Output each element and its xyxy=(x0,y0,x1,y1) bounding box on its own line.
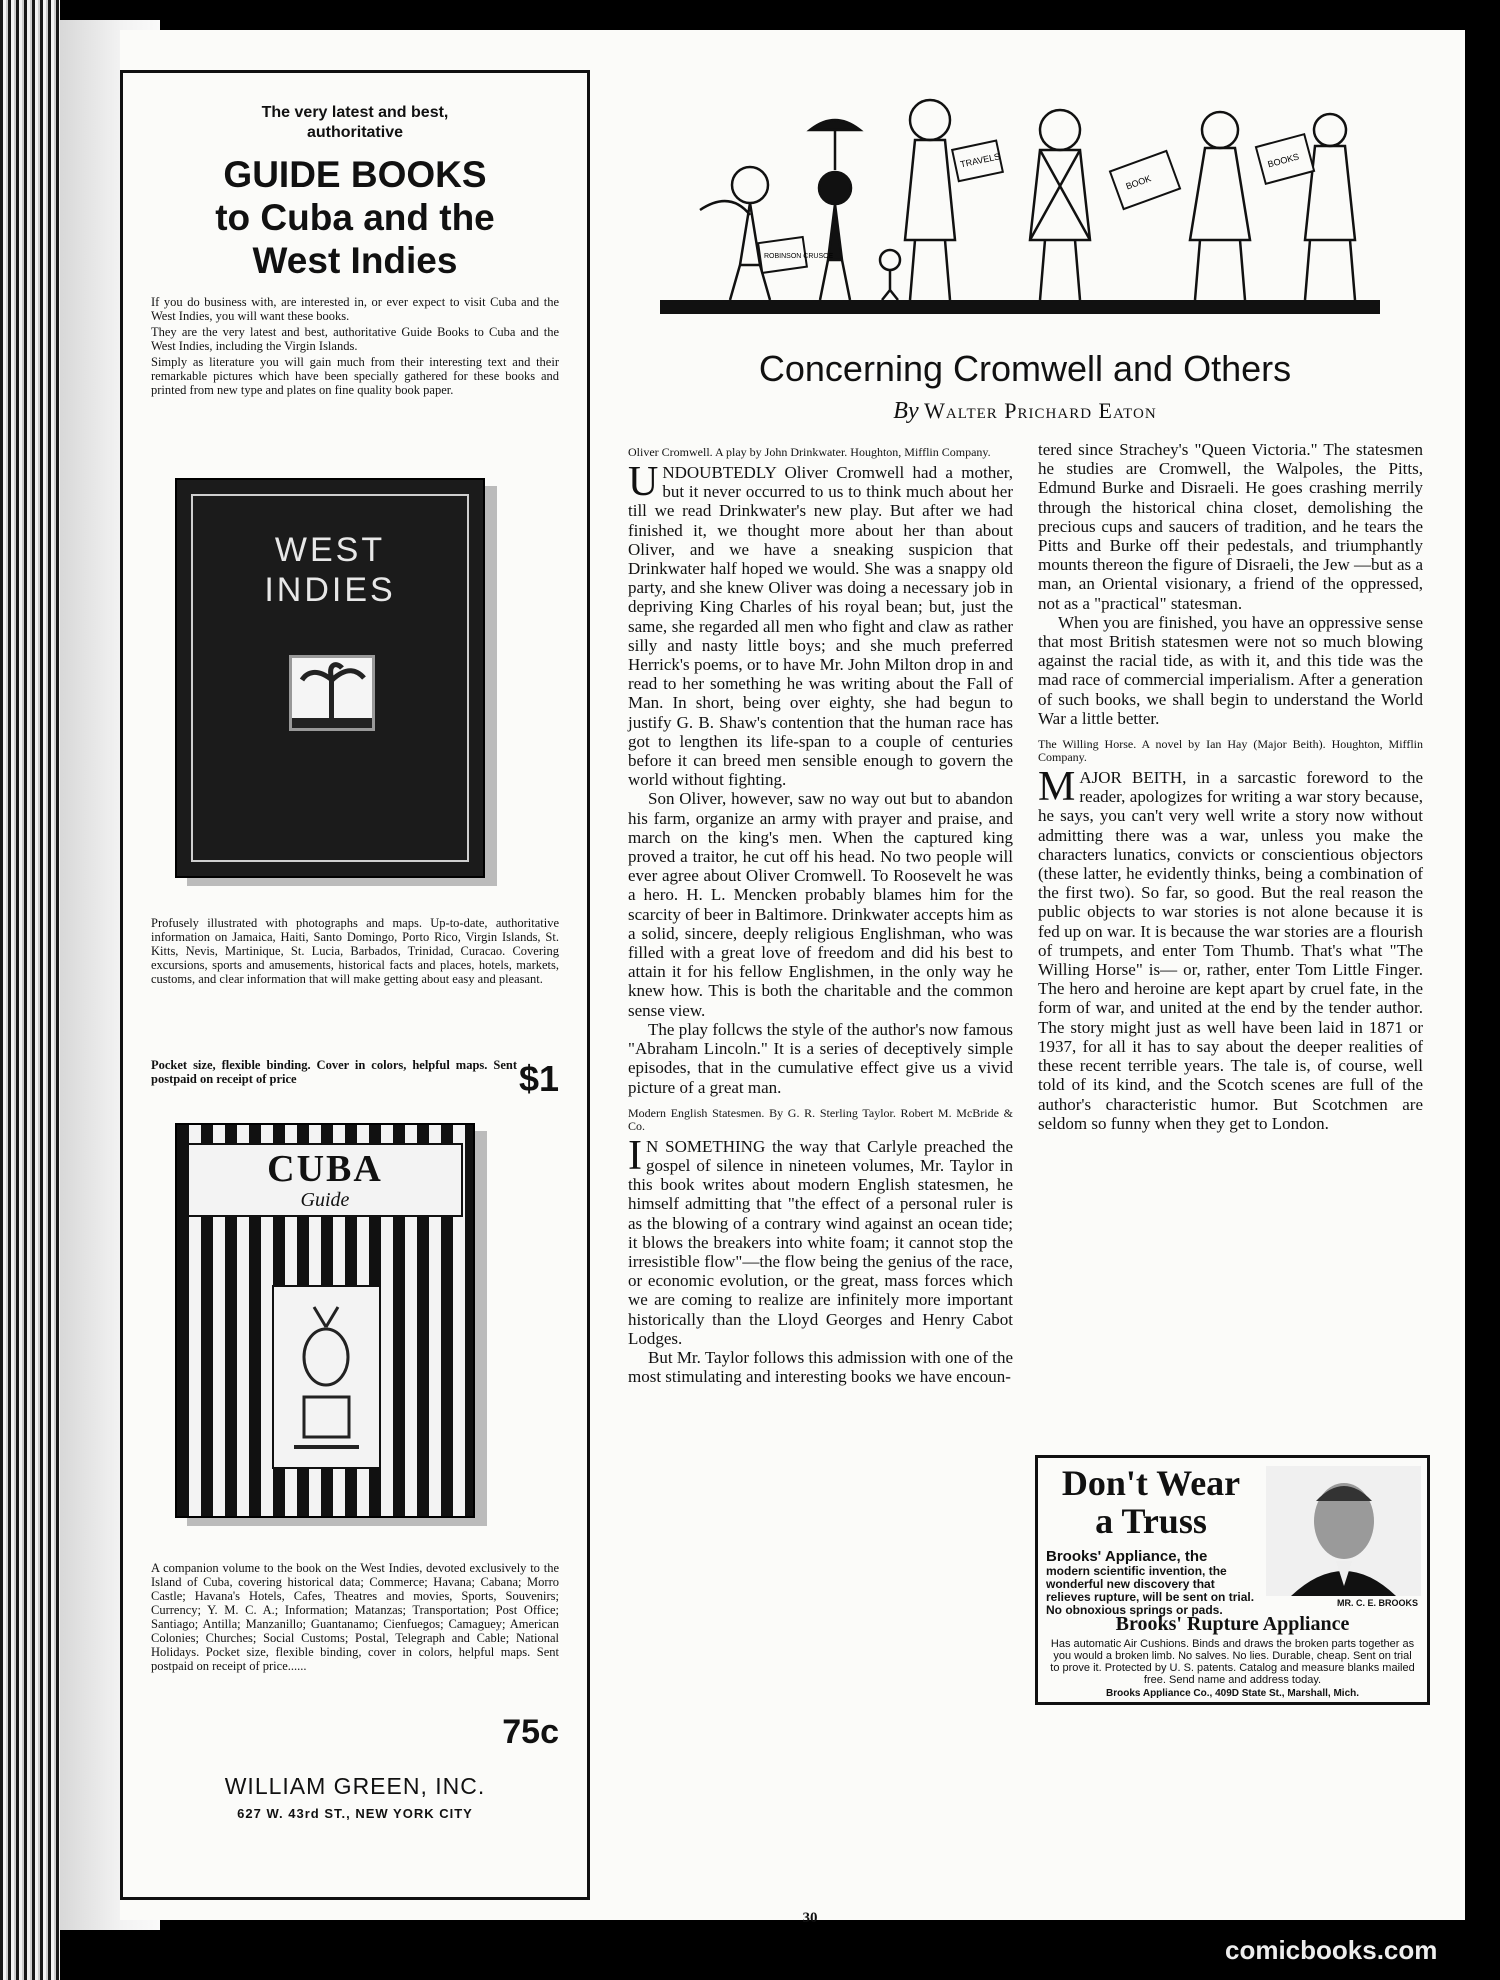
cuba-cover-emblem-icon xyxy=(272,1285,381,1469)
ad-headline-3: West Indies xyxy=(252,240,458,281)
truss-product-name: Brooks' Rupture Appliance xyxy=(1115,1613,1350,1635)
palm-tree-icon xyxy=(289,655,375,731)
truss-body: Has automatic Air Cushions. Binds and draws the broken parts together as you would a broken limb. No salves. No lies. Durable, cheap. Sent on trial to prove it. Protected by U. S. patents. Catalog and measure blanks mailed free. Send name and address today. xyxy=(1050,1638,1415,1686)
mr-brooks-portrait xyxy=(1266,1466,1421,1596)
west-indies-cover-title-2: INDIES xyxy=(264,571,396,609)
review-source-3: The Willing Horse. A novel by Ian Hay (Major Beith). Houghton, Mifflin Company. xyxy=(1038,737,1423,765)
truss-footer: Brooks Appliance Co., 409D State St., Marshall, Mich. xyxy=(1105,1688,1360,1699)
truss-advertisement xyxy=(1035,1455,1430,1705)
header-cartoon-illustration xyxy=(660,90,1390,315)
review-2-paragraph-4: When you are finished, you have an oppressive sense that most British statesmen were not so much blowing against the racial tide, as with it, and this tide was the mad race of commercial imperialism. After a generation of such books, we shall begin to understand the World War a little better. xyxy=(1038,612,1423,728)
cartoon-book-label-2: TRAVELS xyxy=(959,151,1001,170)
ad-intro-2: They are the very latest and best, authoritative Guide Books to Cuba and the West Indies, including the Virgin Islands. xyxy=(151,325,559,353)
cartoon-book-label-1: ROBINSON CRUSOE xyxy=(764,253,834,260)
watermark: comicbooks.com xyxy=(1225,1935,1438,1965)
article-byline xyxy=(660,398,1390,424)
byline-by: By xyxy=(893,398,919,424)
byline-author: Walter Prichard Eaton xyxy=(924,398,1157,423)
cuba-cover-title: CUBA xyxy=(267,1148,383,1190)
ad-headline-2: to Cuba and the xyxy=(215,197,495,238)
drop-cap-3: M xyxy=(1038,764,1076,811)
cuba-cover-subtitle: Guide xyxy=(300,1189,350,1211)
article-column-1 xyxy=(628,440,1013,1386)
west-indies-cover-title-1: WEST xyxy=(274,531,386,569)
ad-headline-1: GUIDE BOOKS xyxy=(223,154,487,195)
book-spine-edge xyxy=(0,0,60,1980)
portrait-caption: MR. C. E. BROOKS xyxy=(1336,1598,1418,1608)
review-1-paragraph-3: The play follcws the style of the author's now famous "Abraham Lincoln." It is a series of deceptively simple episodes, that in the cumulative effect give us a vivid picture of a great man. xyxy=(628,1019,1013,1097)
truss-headline-1: Don't Wear xyxy=(1061,1463,1241,1503)
book1-price: $1 xyxy=(518,1058,559,1099)
article-title: Concerning Cromwell and Others xyxy=(758,348,1292,389)
ad-intro-1: If you do business with, are interested in, or ever expect to visit Cuba and the West Indies, you will want these books. xyxy=(151,295,559,323)
book2-price: 75c xyxy=(502,1713,559,1751)
cuba-book-image xyxy=(175,1123,475,1518)
book2-description: A companion volume to the book on the West Indies, devoted exclusively to the Island of Cuba, covering historical data; Commerce; Havana; Cabana; Morro Castle; Havana's Hotels, Cafes, Theatres and movies, Sports, Souvenirs; Currency; Y. M. C. A.; Information; Matanzas; Transportation; Post Office; Santiago; Antilla; Manzanillo; Guantanamo; Cienfuegos; Camaguey; American Colonies; Churches; Social Customs; Postal, Telegraph and Cable; National Holidays. Pocket size, flexible binding, cover in colors, helpful maps. Sent postpaid on receipt of price...... xyxy=(151,1561,559,1673)
publisher-address: 627 W. 43rd ST., NEW YORK CITY xyxy=(237,1806,473,1821)
ad-tagline-2: authoritative xyxy=(306,124,403,141)
review-2-paragraph-2: But Mr. Taylor follows this admission with one of the most stimulating and interesting books we have encoun- xyxy=(628,1347,1013,1387)
review-source-2: Modern English Statesmen. By G. R. Sterling Taylor. Robert M. McBride & Co. xyxy=(628,1105,1013,1133)
cartoon-book-label-4: BOOKS xyxy=(1266,151,1301,170)
book1-terms: Pocket size, flexible binding. Cover in colors, helpful maps. Sent postpaid on receipt of price xyxy=(151,1058,517,1086)
cartoon-book-label-3: BOOK xyxy=(1124,173,1153,192)
review-1-paragraph-1: NDOUBTEDLY Oliver Cromwell had a mother, but it never occurred to us to think much about her till we read Drinkwater's new play. But after we had finished it, we thought more about her than about Oliver, and we have a sneaking suspicion that Drinkwater half hoped we would. She was a snappy old party, and she knew Oliver was doing a necessary job in depriving King Charles of his royal bean; but, just the same, she regarded all men who fight and claw as rather silly and nasty little boys; and she much preferred Herrick's poems, or to have Mr. John Milton drop in and read to her something he was writing about the Fall of Man. In short, being over eighty, she had begun to justify G. B. Shaw's contention that the human race has got to lengthen its life-span to a couple of centuries before it can breed men sensible enough to govern the world without fighting. xyxy=(628,463,1013,790)
review-source-1: Oliver Cromwell. A play by John Drinkwater. Houghton, Mifflin Company. xyxy=(628,445,991,459)
review-2-paragraph-3: tered since Strachey's "Queen Victoria." The statesmen he studies are Cromwell, the Walpoles, the Pitts, Edmund Burke and Disraeli. He goes crashing merrily through the historical china closet, demolishing the precious cups and saucers of tradition, and he tears the Pitts and Burke off their pedestals, and triumphantly mounts thereon the figure of Disraeli, the Jew —but as a man, an Oriental visionary, a friend of the oppressed, not as a "practical" statesman. xyxy=(1038,440,1423,613)
drop-cap-2: I xyxy=(628,1132,642,1179)
west-indies-book-image xyxy=(175,478,485,878)
publisher-name: WILLIAM GREEN, INC. xyxy=(224,1773,486,1799)
ad-intro-3: Simply as literature you will gain much from their interesting text and their remarkable pictures which have been specially gathered for these books and printed from new type and plates on fine quality book paper. xyxy=(151,355,559,397)
page-number: 30 xyxy=(802,1910,818,1926)
truss-subtext: modern scientific invention, the wonderful new discovery that relieves rupture, will be sent on trial. No obnoxious springs or pads. xyxy=(1046,1564,1255,1617)
article-column-2 xyxy=(1038,440,1423,1133)
truss-headline-2: a Truss xyxy=(1095,1501,1207,1541)
review-3-paragraph-1: AJOR BEITH, in a sarcastic foreword to the reader, apologizes for writing a war story because, he says, you can't very well write a story now without admitting there was a war, unless you make the characters lunatics, convicts or conscientious objectors (these latter, he evidently thinks, being a combination of the first two). So far, so good. But the real reason the public objects to war stories is not alone because it is fed up on war. It is because the war stories are a flourish of trumpets, and enter Tom Thumb. That's what "The Willing Horse" is— or, rather, enter Tom Little Finger. The hero and heroine are kept apart by cruel fate, in the form of war, and united at the end by the tender author. The story might just as well have been laid in 1871 or 1937, for all it has to say about the deeper realities of these recent terrible years. The tale is, of course, well told of its kind, and the Scotch scenes are full of the author's characteristic humor. But Scotchmen are seldom so funny when they get to London. xyxy=(1038,768,1423,1133)
guide-books-advertisement xyxy=(120,70,590,1900)
truss-subhead: Brooks' Appliance, the xyxy=(1046,1548,1208,1565)
book1-description: Profusely illustrated with photographs and maps. Up-to-date, authoritative information on Jamaica, Haiti, Santo Domingo, Porto Rico, Virgin Islands, St. Kitts, Nevis, Martinique, St. Lucia, Barbados, Trinidad, Curacao. Covering excursions, sports and amusements, historical facts and places, hotels, markets, customs, and clear information that will make getting about easy and pleasant. xyxy=(151,916,559,986)
review-1-paragraph-2: Son Oliver, however, saw no way out but to abandon his farm, organize an army with prayer and praise, and march on the king's men. When the captured king proved a traitor, he cut off his head. No two people will ever agree about Oliver Cromwell. To Roosevelt he was a hero. H. L. Mencken probably blames him for the scarcity of beer in Baltimore. Drinkwater accepts him as a solid, sincere, deeply religious Englishman, who was filled with a great love of freedom and did his best to attain it for his fellow Englishmen, in the only way he knew how. This is both the charitable and the common sense view. xyxy=(628,789,1013,1020)
drop-cap-1: U xyxy=(628,459,659,505)
ad-tagline-1: The very latest and best, xyxy=(261,104,449,121)
review-2-paragraph-1: N SOMETHING the way that Carlyle preached the gospel of silence in nineteen volumes, Mr. Taylor in this book writes about modern English statesmen, he himself admitting that "the effect of a personal ruler is as the blowing of a contrary wind against an ocean tide; it blows the breakers into white foam; it cannot stop the irresistible flow"—the flow being the genius of the race, or economic evolution, or the great, mass forces which we are coming to realize are infinitely more important historically than the Lloyd Georges and Henry Cabot Lodges. xyxy=(628,1136,1013,1348)
